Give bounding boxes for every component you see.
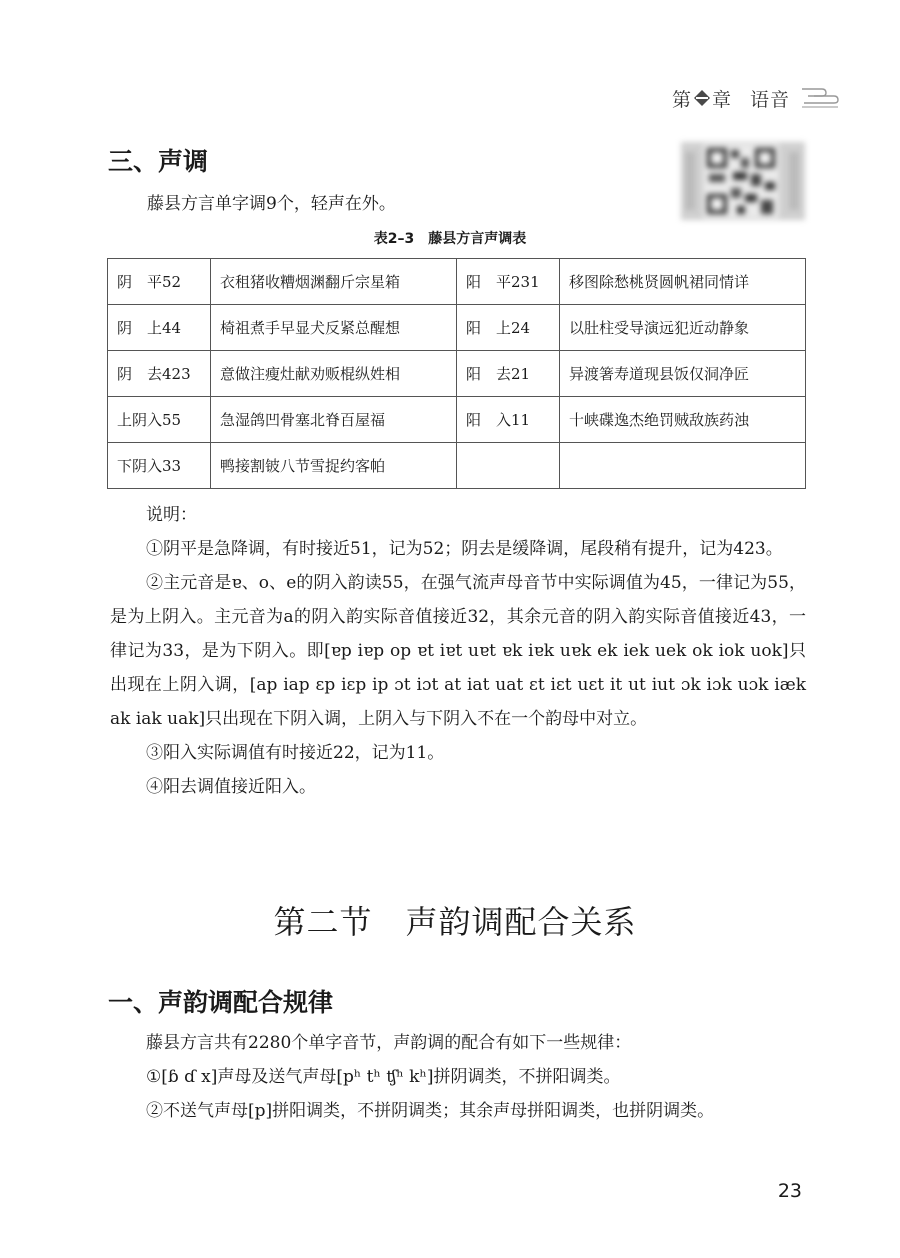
note-1: ①阴平是急降调，有时接近51，记为52；阴去是缓降调，尾段稍有提升，记为423。 [146, 539, 783, 559]
chapter-label [672, 85, 732, 112]
example-chars-cell: 衣租猪收糟烟渊翻斤宗星箱 [211, 259, 457, 305]
note-3: ③阳入实际调值有时接近22，记为11。 [146, 743, 445, 763]
section-title: 第二节 声韵调配合关系 [273, 903, 637, 941]
running-header [672, 80, 840, 116]
example-chars-cell: 意做注瘦灶献劝贩棍纵姓相 [211, 351, 457, 397]
tone-name-cell: 阴 平52 [108, 259, 211, 305]
example-chars-cell [560, 443, 806, 489]
tone-name-cell: 阴 去423 [108, 351, 211, 397]
tone-name-cell: 阳 平231 [457, 259, 560, 305]
diamond-one-icon [693, 89, 711, 107]
note-2: ②主元音是ɐ、o、e的阴入韵读55，在强气流声母音节中实际调值为45，一律记为55，是为上阴入。主元音为a的阴入韵实际音值接近32，其余元音的阴入韵实际音值接近43，一律记为33，是为下阴入。即[ɐp iɐp op ɐt iɐt uɐt ɐk iɐk uɐk ek iek uek ok iok uok]只出现在上阴入调，[ap iap ɛp iɛp ip ɔt iɔt at iat uat ɛt iɛt uɛt it ut iut ɔk iɔk uɔk iæk ak iak uak]只出现在下阴入调，上阴入与下阴入不在一个韵母中对立。 [110, 573, 806, 729]
chapter-prefix: 第 [671, 88, 692, 111]
table-row [108, 351, 806, 397]
tone-name-cell: 上阴入55 [108, 397, 211, 443]
tone-name-cell: 阳 上24 [457, 305, 560, 351]
tone-name-cell: 阳 入11 [457, 397, 560, 443]
example-chars-cell: 鸭接割铍八节雪捉约客帕 [211, 443, 457, 489]
tones-intro: 藤县方言单字调9个，轻声在外。 [147, 194, 396, 214]
page-number: 23 [777, 1180, 802, 1202]
example-chars-cell: 异渡箸寿道现县饭仅洞净匠 [560, 351, 806, 397]
table-row [108, 305, 806, 351]
example-chars-cell: 十峡碟逸杰绝罚贼敌族药浊 [560, 397, 806, 443]
example-chars-cell: 移图除愁桃贤圆帆裙同情详 [560, 259, 806, 305]
chapter-title: 语音 [749, 88, 790, 111]
section-heading-tones: 三、声调 [108, 147, 209, 176]
tone-name-cell: 阴 上44 [108, 305, 211, 351]
tone-table [107, 258, 806, 489]
table-row [108, 443, 806, 489]
example-chars-cell: 急湿鸽凹骨塞北脊百屋福 [211, 397, 457, 443]
table-row [108, 259, 806, 305]
tone-name-cell: 下阴入33 [108, 443, 211, 489]
subsection-heading: 一、声韵调配合规律 [108, 988, 334, 1017]
rules-block [110, 1026, 806, 1128]
rule-2: ②不送气声母[p]拼阳调类，不拼阴调类；其余声母拼阳调类，也拼阴调类。 [146, 1101, 715, 1121]
header-ornament-icon [800, 83, 840, 114]
example-chars-cell: 椅祖煮手早显犬反紧总醒想 [211, 305, 457, 351]
chapter-suffix: 章 [711, 88, 732, 111]
table-row [108, 397, 806, 443]
qr-code-image[interactable] [681, 142, 805, 220]
tone-name-cell: 阳 去21 [457, 351, 560, 397]
table-caption: 表2–3 藤县方言声调表 [373, 231, 527, 247]
tone-name-cell [457, 443, 560, 489]
example-chars-cell: 以肚柱受导演远犯近动静象 [560, 305, 806, 351]
rule-1: ①[ɓ ɗ x]声母及送气声母[pʰ tʰ ʧʰ kʰ]拼阴调类，不拼阳调类。 [146, 1067, 621, 1087]
notes-block [110, 498, 806, 804]
notes-label: 说明： [146, 505, 197, 525]
note-4: ④阳去调值接近阳入。 [146, 777, 316, 797]
rules-intro: 藤县方言共有2280个单字音节，声韵调的配合有如下一些规律： [146, 1033, 632, 1053]
